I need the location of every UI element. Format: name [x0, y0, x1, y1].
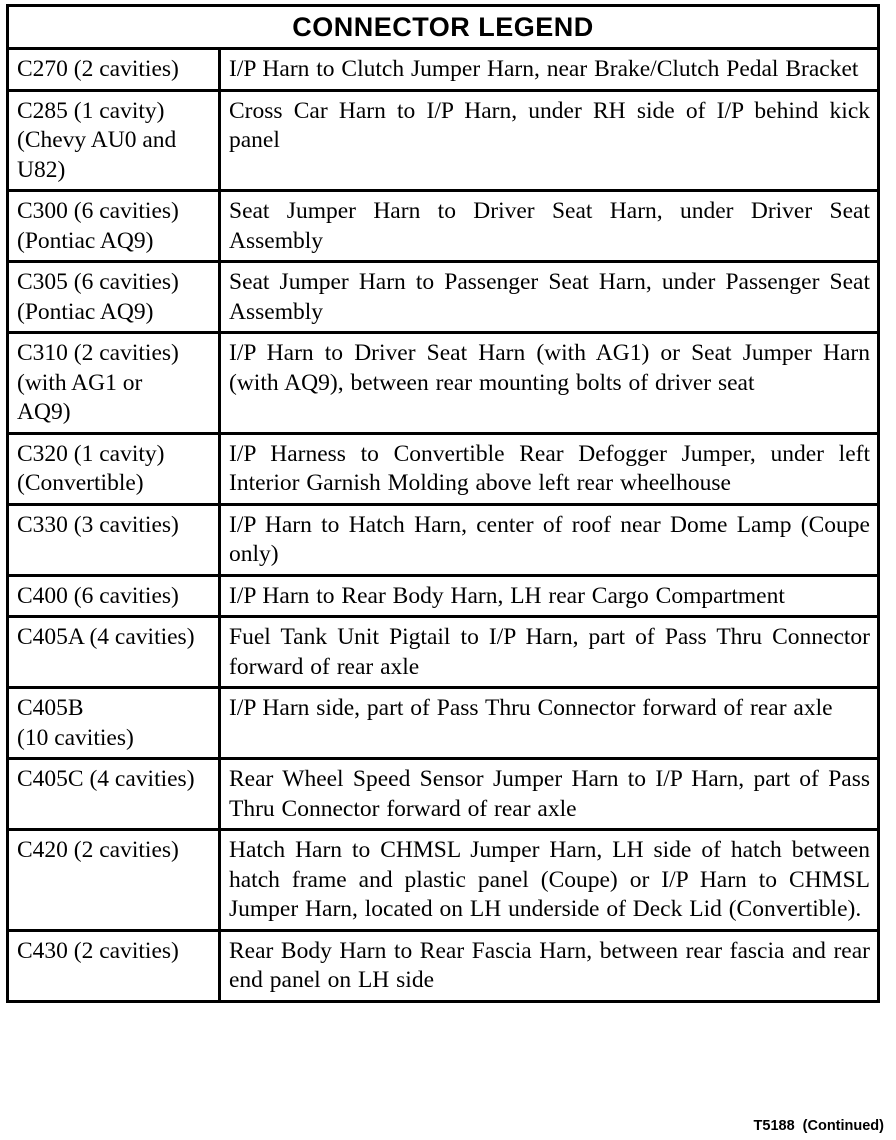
connector-text: (10 cavities) — [17, 724, 134, 751]
connector-text: C430 (2 cavities) — [17, 937, 179, 964]
description-cell: I/P Harn to Driver Seat Harn (with AG1) or Seat Jumper Harn (with AQ9), between rear mounting bolts of driver seat — [220, 333, 879, 434]
table-row — [8, 830, 879, 931]
connector-text: (Convertible) — [17, 470, 144, 496]
connector-text: C405C (4 cavities) — [17, 766, 195, 792]
figure-footer — [754, 1117, 884, 1135]
connector-text: AQ9) — [17, 399, 71, 425]
table-header-row — [8, 6, 879, 49]
connector-cell — [8, 49, 220, 91]
connector-cell — [8, 575, 220, 617]
connector-text: C310 (2 cavities) — [17, 340, 179, 366]
description-cell: I/P Harn to Rear Body Harn, LH rear Cargo Compartment — [220, 575, 879, 617]
connector-text: C420 (2 cavities) — [17, 837, 179, 863]
connector-text: (Chevy AU0 and — [17, 127, 177, 153]
table-row — [8, 49, 879, 91]
table-row — [8, 262, 879, 333]
connector-cell — [8, 90, 220, 191]
table-title: CONNECTOR LEGEND — [8, 6, 879, 49]
description-cell: Rear Body Harn to Rear Fascia Harn, between rear fascia and rear end panel on LH side — [220, 930, 879, 1001]
connector-text: C285 (1 cavity) — [17, 97, 165, 124]
connector-cell — [8, 262, 220, 333]
connector-cell — [8, 191, 220, 262]
connector-cell — [8, 333, 220, 434]
table-row — [8, 504, 879, 575]
table-row — [8, 759, 879, 830]
description-cell: I/P Harn to Clutch Jumper Harn, near Brake/Clutch Pedal Bracket — [220, 49, 879, 91]
description-cell: Seat Jumper Harn to Driver Seat Harn, under Driver Seat Assembly — [220, 191, 879, 262]
figure-id: T5188 — [753, 1118, 795, 1134]
table-row — [8, 90, 879, 191]
connector-cell — [8, 688, 220, 759]
description-cell: I/P Harn side, part of Pass Thru Connector forward of rear axle — [220, 688, 879, 759]
connector-cell — [8, 504, 220, 575]
table-row — [8, 575, 879, 617]
table-row — [8, 688, 879, 759]
connector-text: C405B — [17, 695, 84, 721]
connector-cell — [8, 617, 220, 688]
connector-text: C300 (6 cavities) — [17, 198, 179, 224]
connector-legend-table — [6, 4, 880, 1003]
connector-cell — [8, 830, 220, 931]
connector-text: C270 (2 cavities) — [17, 56, 179, 82]
connector-text: C400 (6 cavities) — [17, 582, 179, 609]
connector-text: C320 (1 cavity) — [17, 440, 165, 467]
connector-text: C305 (6 cavities) — [17, 269, 179, 295]
connector-cell — [8, 433, 220, 504]
connector-text: (with AG1 or — [17, 369, 143, 396]
connector-text: C330 (3 cavities) — [17, 511, 179, 538]
connector-text: U82) — [17, 156, 66, 183]
connector-cell — [8, 759, 220, 830]
table-row — [8, 191, 879, 262]
description-cell: I/P Harness to Convertible Rear Defogger Jumper, under left Interior Garnish Molding above left rear wheelhouse — [220, 433, 879, 504]
connector-cell — [8, 930, 220, 1001]
connector-text: C405A (4 cavities) — [17, 624, 195, 650]
table-row — [8, 617, 879, 688]
continued-note: (Continued) — [802, 1118, 884, 1134]
description-cell: Rear Wheel Speed Sensor Jumper Harn to I/P Harn, part of Pass Thru Connector forward of rear axle — [220, 759, 879, 830]
table-body — [8, 49, 879, 1002]
description-cell: Hatch Harn to CHMSL Jumper Harn, LH side of hatch between hatch frame and plastic panel (Coupe) or I/P Harn to CHMSL Jumper Harn, located on LH underside of Deck Lid (Convertible). — [220, 830, 879, 931]
description-cell: Fuel Tank Unit Pigtail to I/P Harn, part of Pass Thru Connector forward of rear axle — [220, 617, 879, 688]
description-cell: Seat Jumper Harn to Passenger Seat Harn, under Passenger Seat Assembly — [220, 262, 879, 333]
table-row — [8, 930, 879, 1001]
description-cell: I/P Harn to Hatch Harn, center of roof near Dome Lamp (Coupe only) — [220, 504, 879, 575]
table-row — [8, 333, 879, 434]
connector-text: (Pontiac AQ9) — [17, 298, 154, 325]
connector-text: (Pontiac AQ9) — [17, 227, 154, 254]
table-row — [8, 433, 879, 504]
description-cell: Cross Car Harn to I/P Harn, under RH side of I/P behind kick panel — [220, 90, 879, 191]
